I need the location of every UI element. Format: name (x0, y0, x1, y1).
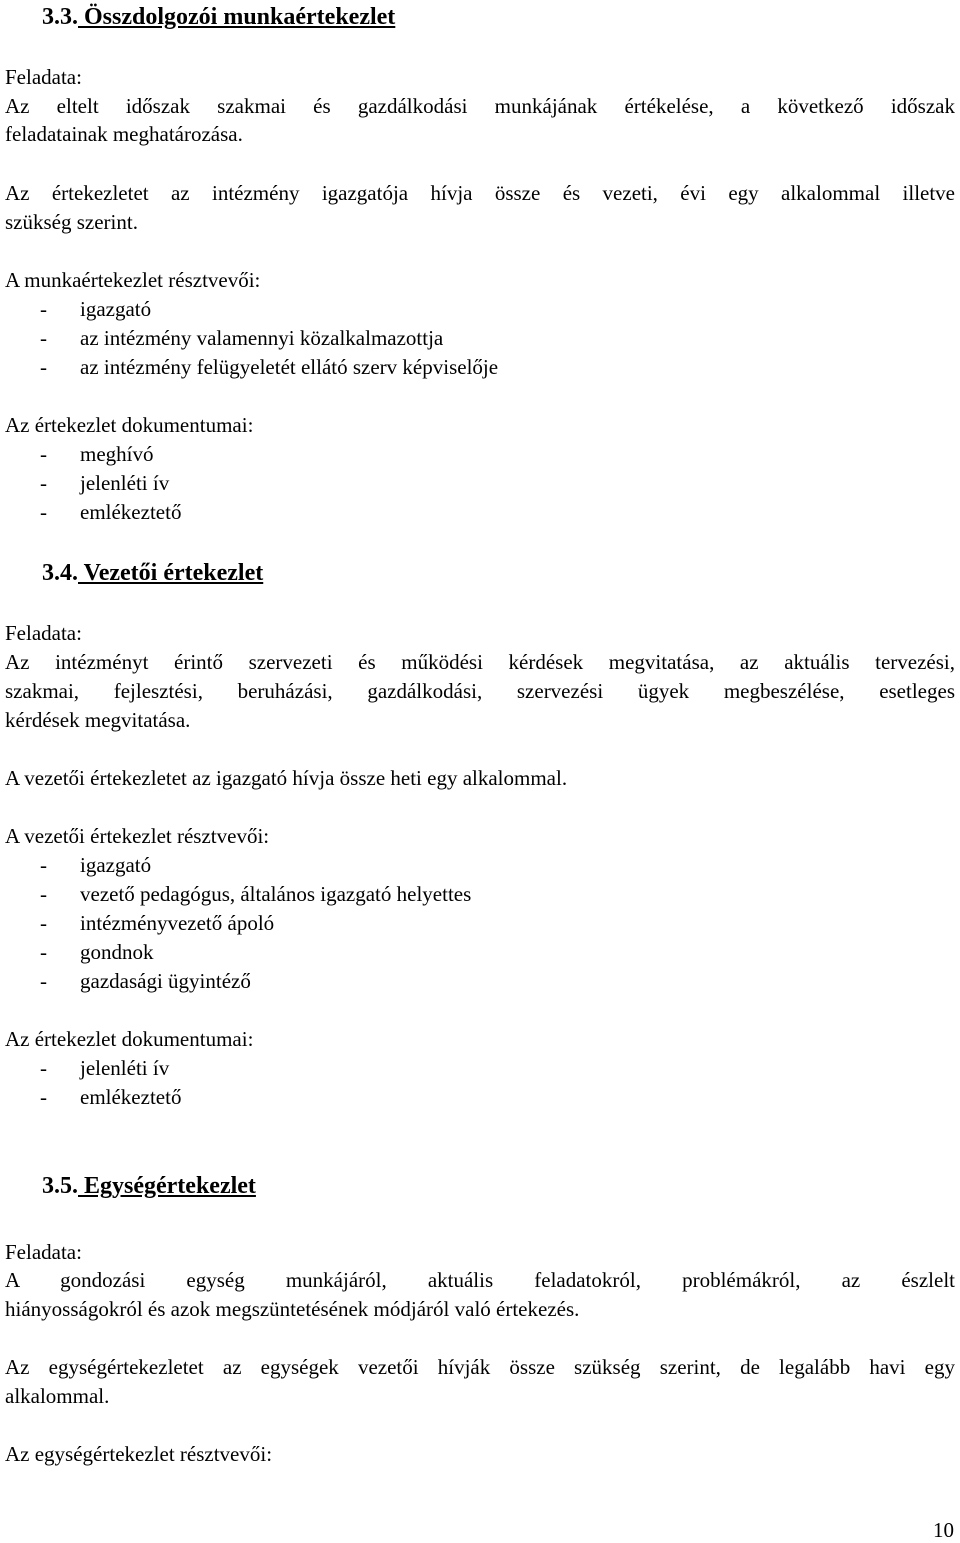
s34-task-label: Feladata: (5, 621, 82, 645)
s35-participants-label: Az egységértekezlet résztvevői: (5, 1442, 273, 1466)
s34-task-line-2: szakmai, fejlesztési, beruházási, gazdálkodási, szervezési ügyek megbeszélése, esetleges (5, 679, 955, 703)
section-3-4-number: 3.4. (42, 560, 78, 586)
s34-doc-item: - jelenléti ív (40, 1056, 170, 1080)
section-3-5-heading (42, 1171, 256, 1201)
s34-task-line-1: Az intézményt érintő szervezeti és működési kérdések megvitatása, az aktuális tervezési, (5, 650, 955, 674)
s35-convene-line-2: alkalommal. (5, 1384, 110, 1408)
section-3-5-title: Egységértekezlet (78, 1173, 256, 1199)
s33-participant-item: - az intézmény felügyeletét ellátó szerv képviselője (40, 355, 499, 379)
s33-convene-line-1: Az értekezletet az intézmény igazgatója hívja össze és vezeti, évi egy alkalommal illetve (5, 181, 955, 205)
section-3-3-title: Összdolgozói munkaértekezlet (78, 4, 396, 30)
s35-task-line-2: hiányosságokról és azok megszüntetésének módjáról való értekezés. (5, 1297, 580, 1321)
s34-participant-item: - gondnok (40, 940, 154, 964)
s33-participant-item: - igazgató (40, 297, 152, 321)
s34-task-line-3: kérdések megvitatása. (5, 708, 191, 732)
s34-participant-item: - igazgató (40, 853, 152, 877)
s33-convene-line-2: szükség szerint. (5, 210, 138, 234)
s33-task-line-1: Az eltelt időszak szakmai és gazdálkodási munkájának értékelése, a következő időszak (5, 94, 955, 118)
s33-participants-label: A munkaértekezlet résztvevői: (5, 268, 261, 292)
s34-docs-label: Az értekezlet dokumentumai: (5, 1027, 254, 1051)
s33-participant-item: - az intézmény valamennyi közalkalmazottja (40, 326, 444, 350)
section-3-4-heading (42, 558, 263, 588)
s33-doc-item: - emlékeztető (40, 500, 182, 524)
section-3-5-number: 3.5. (42, 1173, 78, 1199)
s33-doc-item: - meghívó (40, 442, 154, 466)
s34-participant-item: - gazdasági ügyintéző (40, 969, 251, 993)
s34-participant-item: - vezető pedagógus, általános igazgató helyettes (40, 882, 472, 906)
page-number: 10 (933, 1518, 954, 1542)
s34-convene: A vezetői értekezletet az igazgató hívja össze heti egy alkalommal. (5, 766, 568, 790)
s34-doc-item: - emlékeztető (40, 1085, 182, 1109)
s33-task-label: Feladata: (5, 65, 82, 89)
s34-participant-item: - intézményvezető ápoló (40, 911, 275, 935)
s33-task-line-2: feladatainak meghatározása. (5, 122, 243, 146)
section-3-3-heading (42, 2, 395, 32)
s34-participants-label: A vezetői értekezlet résztvevői: (5, 824, 270, 848)
section-3-4-title: Vezetői értekezlet (78, 560, 264, 586)
section-3-3-number: 3.3. (42, 4, 78, 30)
s35-task-line-1: A gondozási egység munkájáról, aktuális feladatokról, problémákról, az észlelt (5, 1268, 955, 1292)
s33-docs-label: Az értekezlet dokumentumai: (5, 413, 254, 437)
s35-task-label: Feladata: (5, 1240, 82, 1264)
s35-convene-line-1: Az egységértekezletet az egységek vezetői hívják össze szükség szerint, de legalább havi egy (5, 1355, 955, 1379)
s33-doc-item: - jelenléti ív (40, 471, 170, 495)
